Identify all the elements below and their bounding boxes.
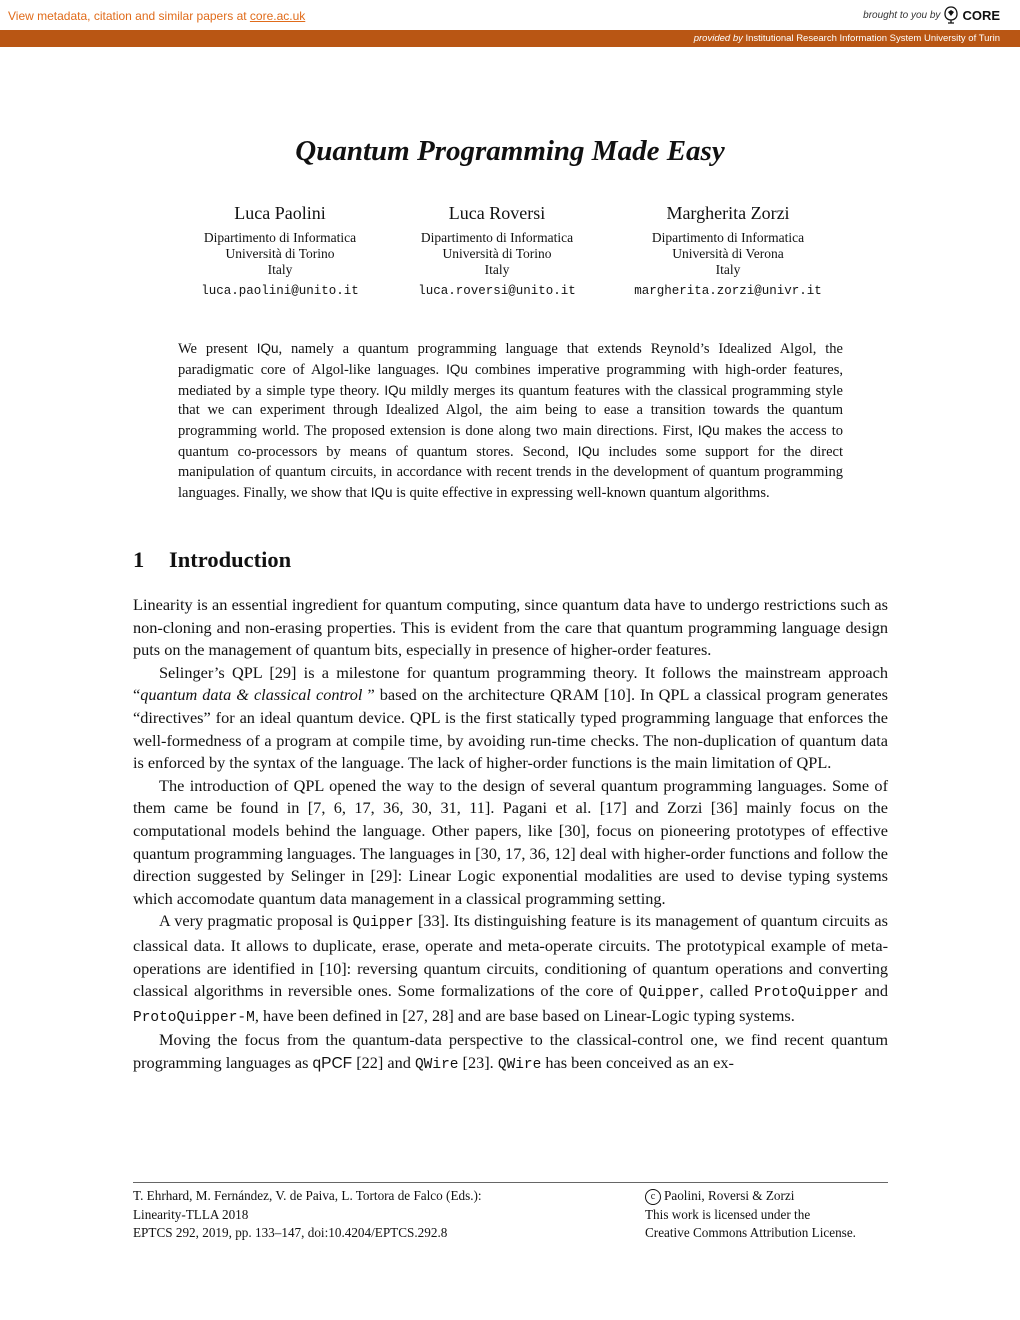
paragraph xyxy=(133,1029,888,1076)
code-term: QWire xyxy=(497,1056,542,1073)
abstract-text: makes the access to quantum co-processors by means of quantum stores. Second, xyxy=(178,423,843,460)
paragraph xyxy=(133,910,888,1029)
author-email[interactable]: margherita.zorzi@univr.it xyxy=(634,284,822,298)
abstract-text: combines imperative programming with high-order features, mediated by a simple type theory. xyxy=(178,361,843,399)
paragraph-text: [23]. xyxy=(458,1052,498,1072)
iqu-term: IQu xyxy=(384,382,407,398)
iqu-term: IQu xyxy=(370,484,393,500)
author-card xyxy=(598,200,858,298)
paragraph-text: and xyxy=(858,981,889,1001)
abstract-text: mildly merges its quantum features with the classical programming style that we can experiment through Idealized Algol, the aim being to ease a transition towards the quantum programming world. The proposed extension is done along two main directions. First, xyxy=(178,382,843,440)
license-link[interactable]: Creative Commons Attribution License. xyxy=(645,1225,856,1241)
author-dept: Dipartimento di Informatica xyxy=(651,230,805,245)
footer-editors: T. Ehrhard, M. Fernández, V. de Paiva, L. Tortora de Falco (Eds.): xyxy=(133,1188,482,1203)
abstract-text: is quite effective in expressing well-known quantum algorithms. xyxy=(392,484,770,501)
footer-license xyxy=(645,1187,888,1243)
section-number: 1 xyxy=(133,547,145,572)
paragraph-text: Moving the focus from the quantum-data perspective to the classical-control one, we find recent quantum programming languages as xyxy=(133,1030,888,1072)
core-metadata-text: View metadata, citation and similar papers at xyxy=(8,9,247,23)
author-univ: Università di Torino xyxy=(442,246,552,261)
author-dept: Dipartimento di Informatica xyxy=(420,230,574,245)
core-logo-icon xyxy=(944,6,958,24)
core-ac-uk-link[interactable]: core.ac.uk xyxy=(249,9,306,23)
paragraph: Linearity is an essential ingredient for quantum computing, since quantum data have to undergo restrictions such as non-cloning and non-erasing properties. This is evident from the care that quantum programming language design puts on the management of quantum bits, especially in presence of higher-order features. xyxy=(133,595,888,660)
author-card xyxy=(367,200,627,298)
iqu-term: IQu xyxy=(256,341,279,356)
code-term: Quipper xyxy=(352,915,414,932)
section-heading xyxy=(133,547,291,573)
code-term: QWire xyxy=(414,1056,459,1073)
author-name: Luca Roversi xyxy=(448,203,546,223)
core-brought-by[interactable] xyxy=(863,6,1000,24)
paragraph xyxy=(133,662,888,775)
author-name: Luca Paolini xyxy=(234,203,326,223)
author-country: Italy xyxy=(484,262,510,277)
code-term: ProtoQuipper-M xyxy=(133,1009,255,1026)
iqu-term: IQu xyxy=(577,443,600,459)
section-title: Introduction xyxy=(169,547,292,572)
author-email[interactable]: luca.paolini@unito.it xyxy=(201,284,359,298)
core-provided-bar xyxy=(0,30,1020,47)
footer-copyright xyxy=(645,1187,888,1206)
core-banner xyxy=(0,0,1020,30)
author-dept: Dipartimento di Informatica xyxy=(203,230,357,245)
paragraph-text: A very pragmatic proposal is xyxy=(159,911,353,931)
paragraph-text: , have been defined in [27, 28] and are base based on Linear-Logic typing systems. xyxy=(254,1005,795,1025)
author-univ: Università di Torino xyxy=(225,246,335,261)
iqu-term: IQu xyxy=(697,423,720,439)
code-term: ProtoQuipper xyxy=(754,985,859,1002)
paragraph-text: [22] and xyxy=(352,1052,415,1072)
code-term: qPCF xyxy=(312,1054,353,1072)
footer-venue: Linearity-TLLA 2018 xyxy=(133,1206,249,1222)
abstract-text: includes some support for the direct manipulation of quantum circuits, in accordance with recent trends in the development of quantum programming languages. Finally, we show that xyxy=(178,443,843,501)
core-brand: CORE xyxy=(962,7,1000,23)
abstract xyxy=(178,339,843,503)
provided-by-text: provided by xyxy=(693,33,743,44)
code-term: Quipper xyxy=(638,985,700,1002)
author-country: Italy xyxy=(267,262,293,277)
paragraph-text: Selinger’s QPL [29] is a milestone for quantum programming theory. It follows the mainstream approach “ xyxy=(133,662,888,705)
author-univ: Università di Verona xyxy=(672,246,784,261)
iqu-term: IQu xyxy=(446,361,468,377)
abstract-text: , namely a quantum programming language that extends Reynold’s Idealized Algol, the paradigmatic core of Algol-like languages. xyxy=(178,341,843,378)
page-footer xyxy=(133,1182,888,1243)
abstract-text: We present xyxy=(178,341,257,357)
license-line: This work is licensed under the xyxy=(645,1206,811,1222)
brought-by-text: brought to you by xyxy=(863,9,941,21)
footer-series: EPTCS 292, 2019, pp. 133–147, doi:10.4204/EPTCS.292.8 xyxy=(133,1225,448,1241)
core-metadata-line xyxy=(8,9,305,23)
author-country: Italy xyxy=(715,262,741,277)
author-name: Margherita Zorzi xyxy=(666,203,790,223)
author-email[interactable]: luca.roversi@unito.it xyxy=(418,284,576,298)
paragraph: The introduction of QPL opened the way to the design of several quantum programming languages. Some of them came be found in [7, 6, 17, 36, 30, 31, 11]. Pagani et al. [17] and Zorzi [36] mainly focus on the computational models behind the language. Other papers, like [30], focus on pioneering prototypes of effective quantum programming languages. The languages in [30, 17, 36, 12] deal with higher-order functions and follow the direction suggested by Selinger in [29]: Linear Logic exponential modalities are used to devise typing systems which accomodate quantum data management in a classical programming setting. xyxy=(133,775,888,908)
copyright-icon: c xyxy=(645,1189,661,1205)
paragraph-text: [33]. Its distinguishing feature is its management of quantum circuits as classical data. It allows to duplicate, erase, operate and meta-operate circuits. The prototypical example of meta-operations are identified in [10]: reversing quantum circuits, conditioning of quantum operations and converting classical algorithms in reversible ones. Some formalizations of the core of xyxy=(133,911,888,1001)
paragraph-text: ” based on the architecture QRAM [10]. In QPL a classical program generates “directives” for an ideal quantum device. QPL is the first statically typed programming language that enforces the well-formedness of a program at compile time, by avoiding run-time checks. The non-duplication of quantum data is enforced by the syntax of the language. The lack of higher-order functions is the main limitation of QPL. xyxy=(133,685,888,773)
footer-publication xyxy=(133,1187,603,1243)
copyright-holders: Paolini, Roversi & Zorzi xyxy=(664,1188,795,1203)
introduction-body xyxy=(133,594,888,1076)
paragraph-text: has been conceived as an ex- xyxy=(541,1052,734,1072)
emphasis: quantum data & classical control xyxy=(140,685,363,705)
paragraph-text: , called xyxy=(699,981,755,1001)
paper-title: Quantum Programming Made Easy xyxy=(295,135,725,167)
provider-name[interactable]: Institutional Research Information System University of Turin xyxy=(745,33,1000,44)
